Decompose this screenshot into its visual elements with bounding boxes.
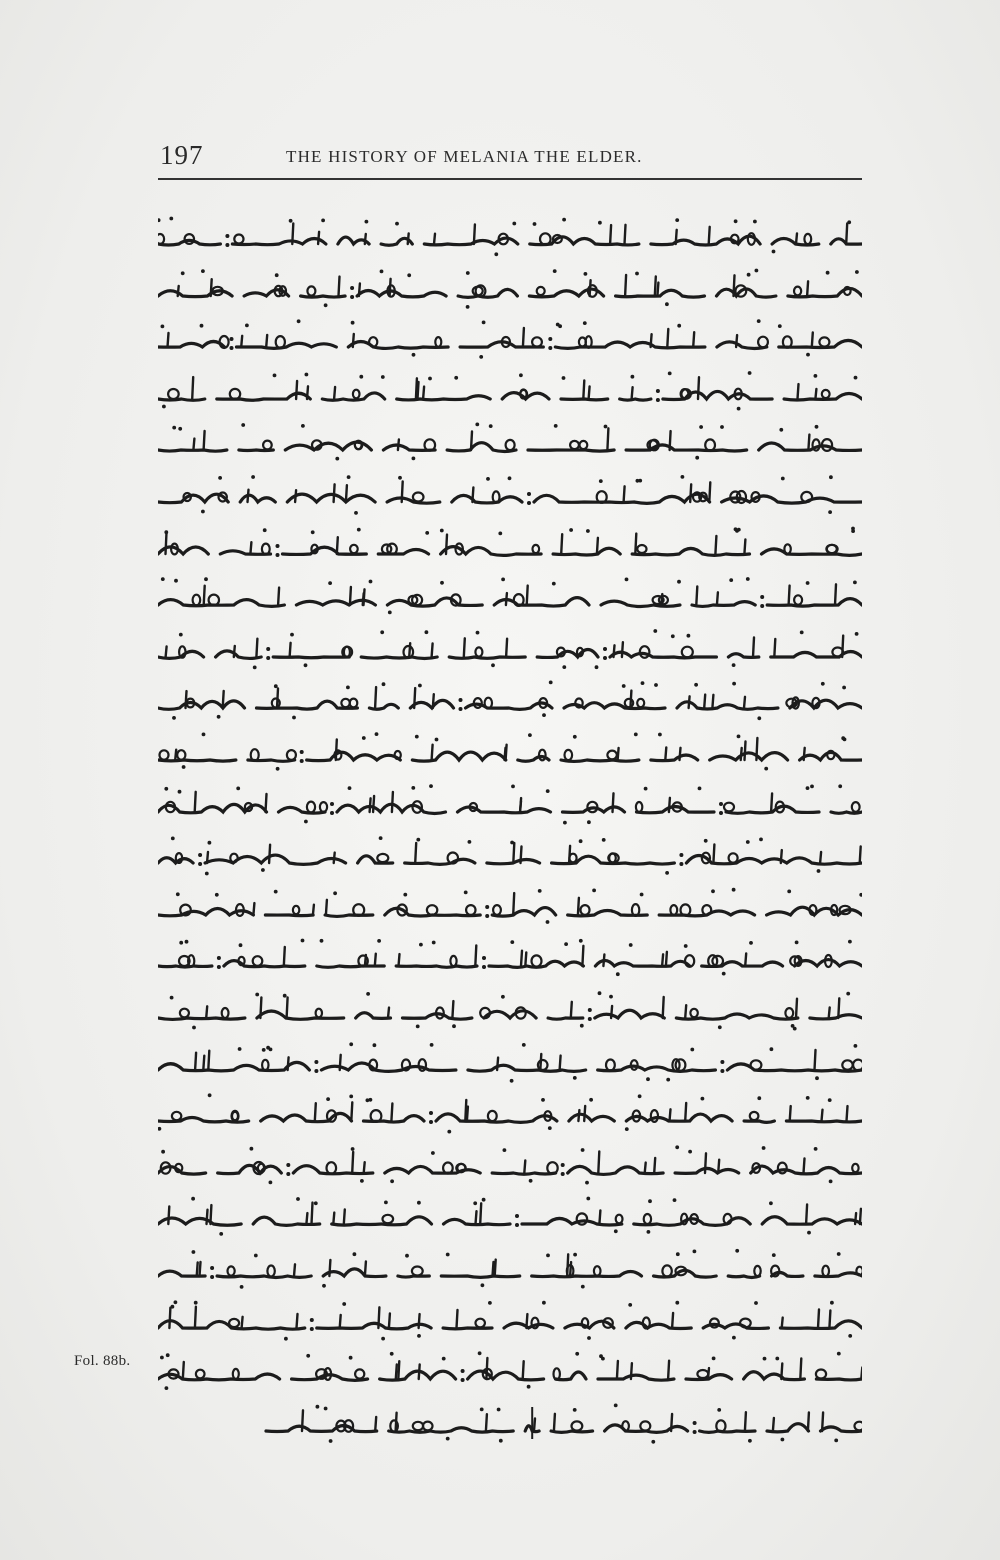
syriac-line-text [286, 786, 862, 817]
syriac-line-text [318, 476, 862, 507]
syriac-line-text [232, 1095, 862, 1126]
text-line [158, 365, 862, 417]
syriac-line-text [279, 889, 862, 920]
syriac-line-text [323, 321, 862, 352]
text-line [158, 1087, 862, 1139]
syriac-word [158, 1150, 206, 1174]
syriac-word [158, 476, 228, 513]
syriac-word [158, 786, 267, 812]
syriac-word [158, 426, 227, 452]
text-line [158, 1294, 862, 1346]
syriac-word [158, 377, 205, 408]
text-line [158, 1345, 862, 1397]
syriac-word [158, 530, 208, 554]
syriac-line-text [234, 1250, 862, 1281]
text-line [158, 778, 862, 830]
syriac-line-text [250, 631, 862, 662]
text-line [158, 1190, 862, 1242]
syriac-line-text [293, 1405, 862, 1436]
syriac-line-text [260, 1302, 862, 1333]
running-title: THE HISTORY OF MELANIA THE ELDER. [286, 147, 643, 166]
syriac-line-text [227, 940, 862, 971]
syriac-line-text [324, 424, 862, 455]
text-line [158, 623, 862, 675]
text-line [158, 262, 862, 314]
syriac-line-text [318, 218, 862, 249]
text-line [158, 313, 862, 365]
syriac-word [158, 733, 236, 769]
syriac-word [244, 273, 289, 296]
syriac-word [158, 996, 245, 1030]
syriac-word [253, 1197, 320, 1225]
text-line [158, 932, 862, 984]
syriac-word [158, 324, 229, 348]
syriac-line-text [276, 373, 862, 404]
syriac-word [158, 691, 245, 720]
text-line [158, 1242, 862, 1294]
text-line [158, 881, 862, 933]
syriac-word [225, 219, 326, 248]
text-line [158, 571, 862, 623]
text-line [158, 829, 862, 881]
syriac-word [158, 940, 212, 967]
text-line [158, 468, 862, 520]
syriac-word [158, 892, 254, 916]
syriac-line-text [252, 1353, 862, 1384]
text-line [158, 520, 862, 572]
syriac-line-text [236, 682, 862, 713]
syriac-line-text [317, 1198, 862, 1229]
text-line [158, 416, 862, 468]
syriac-line-text [275, 734, 862, 765]
syriac-line-text [271, 1147, 862, 1178]
folio-margin-note: Fol. 88b. [74, 1353, 131, 1369]
syriac-line-text [284, 270, 862, 301]
syriac-line-text [300, 528, 862, 559]
page-number: 197 [160, 140, 204, 170]
text-line [158, 1036, 862, 1088]
syriac-word [255, 993, 343, 1020]
syriac-word [158, 837, 193, 864]
syriac-text-block [158, 210, 862, 1400]
text-line [158, 674, 862, 726]
text-line [158, 210, 862, 262]
text-line [158, 1139, 862, 1191]
syriac-line-text [333, 992, 862, 1023]
text-line [158, 726, 862, 778]
syriac-word [220, 528, 270, 554]
page-header [158, 140, 862, 180]
syriac-word [239, 423, 273, 450]
syriac-line-text [319, 837, 862, 868]
syriac-word [158, 269, 232, 296]
syriac-word [158, 217, 220, 245]
syriac-word [158, 1250, 205, 1276]
header-rule [158, 178, 862, 180]
syriac-word [240, 475, 275, 502]
syriac-word [158, 1197, 241, 1236]
syriac-word [158, 632, 204, 658]
text-line [158, 1397, 862, 1449]
syriac-word [230, 320, 337, 351]
syriac-line-text [284, 1044, 862, 1075]
syriac-line-text [257, 579, 862, 610]
text-line [158, 984, 862, 1036]
